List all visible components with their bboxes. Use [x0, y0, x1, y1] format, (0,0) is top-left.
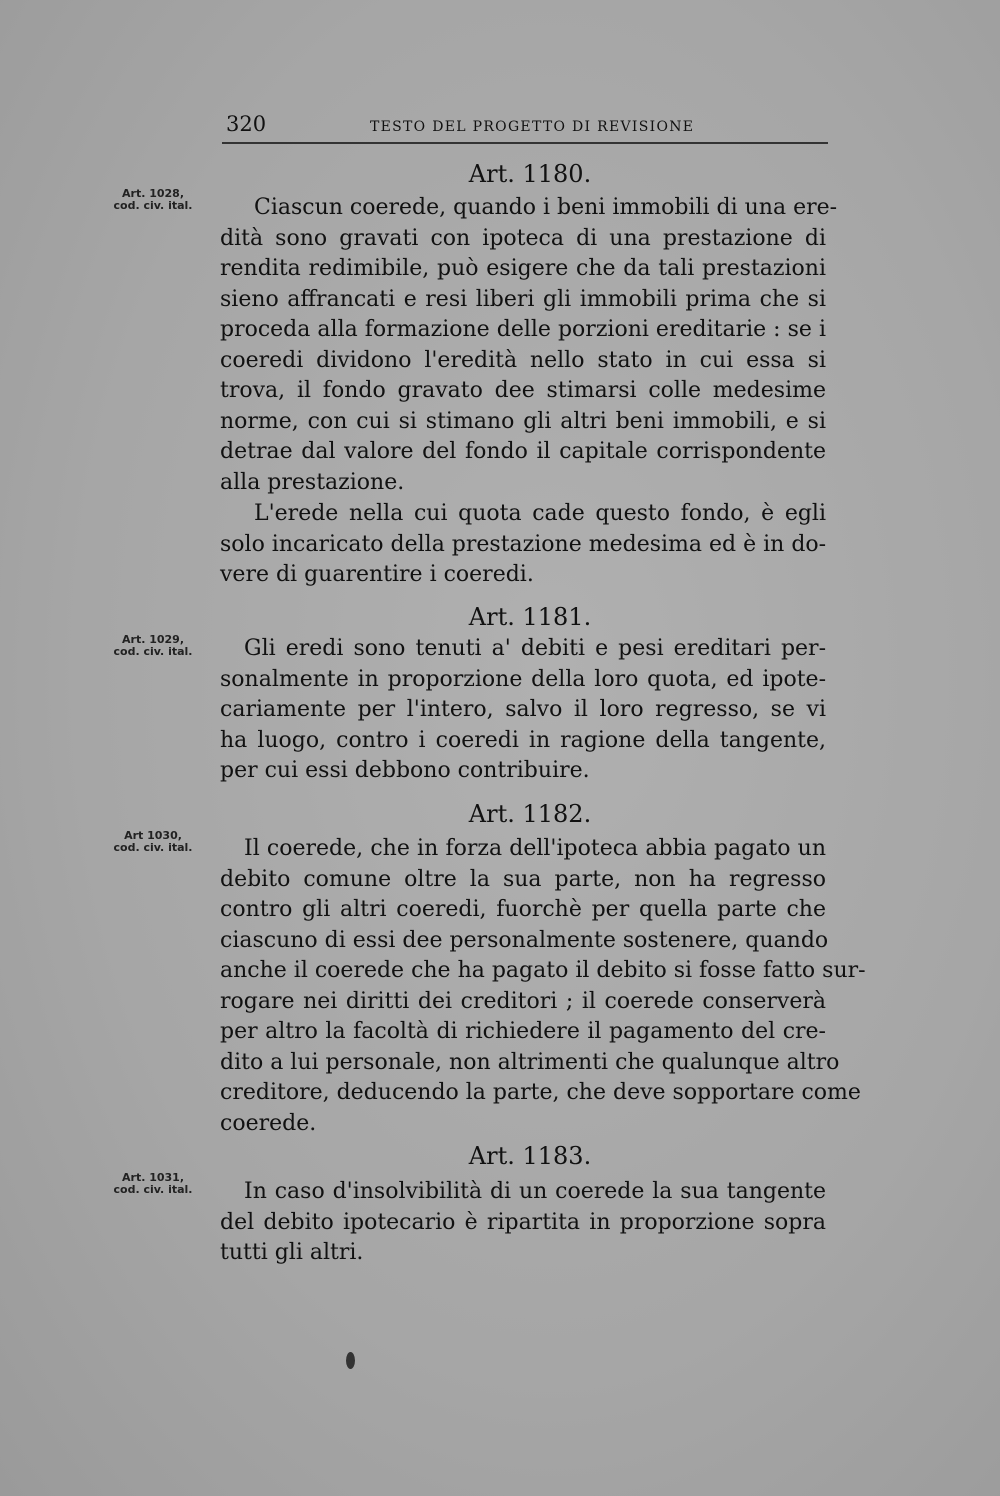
- text-line: ha luogo, contro i coeredi in ragione della tangente,: [220, 727, 826, 753]
- text-line: alla prestazione.: [220, 469, 405, 495]
- article-1182-paragraph-1: [220, 834, 866, 1139]
- article-1180-paragraph-2: [220, 499, 826, 591]
- text-line: solo incaricato della prestazione medesima ed è in do-: [220, 531, 827, 557]
- margin-note-line: Art. 1029,: [122, 633, 184, 646]
- margin-note-1182: [100, 830, 206, 854]
- text-line: Il coerede, che in forza dell'ipoteca abbia pagato un: [244, 836, 826, 861]
- text-line: Ciascun coerede, quando i beni immobili di una ere-: [254, 195, 838, 220]
- text-line: dito a lui personale, non altrimenti che qualunque altro: [220, 1049, 840, 1075]
- running-title: TESTO DEL PROGETTO DI REVISIONE: [370, 119, 695, 135]
- text-line: Gli eredi sono tenuti a' debiti e pesi ereditari per-: [244, 636, 826, 661]
- text-line: vere di guarentire i coeredi.: [220, 562, 534, 587]
- text-line: tutti gli altri.: [220, 1240, 364, 1265]
- margin-note-line: Art. 1028,: [122, 187, 184, 200]
- article-heading-1181: Art. 1181.: [468, 603, 592, 631]
- text-line: anche il coerede che ha pagato il debito si fosse fatto sur-: [220, 958, 866, 983]
- article-1181-paragraph-1: [220, 634, 826, 787]
- text-line: per altro la facoltà di richiedere il pagamento del cre-: [220, 1019, 826, 1044]
- text-line: per cui essi debbono contribuire.: [220, 758, 590, 783]
- text-line: norme, con cui si stimano gli altri beni immobili, e si: [220, 408, 826, 434]
- margin-note-1180: [100, 188, 206, 212]
- margin-note-line: cod. civ. ital.: [113, 645, 193, 658]
- text-line: contro gli altri coeredi, fuorchè per quella parte che: [220, 897, 826, 922]
- text-line: detrae dal valore del fondo il capitale corrispondente: [220, 439, 826, 464]
- text-line: cariamente per l'intero, salvo il loro regresso, se vi: [220, 697, 826, 722]
- margin-note-line: cod. civ. ital.: [113, 1183, 193, 1196]
- margin-note-line: cod. civ. ital.: [113, 841, 193, 854]
- margin-note-line: Art. 1031,: [122, 1171, 184, 1184]
- text-line: In caso d'insolvibilità di un coerede la sua tangente: [244, 1179, 826, 1204]
- text-line: ciascuno di essi dee personalmente sostenere, quando: [220, 927, 829, 953]
- margin-note-line: Art 1030,: [124, 829, 182, 842]
- article-heading-1180: Art. 1180.: [468, 160, 592, 188]
- text-line: rendita redimibile, può esigere che da tali prestazioni: [220, 256, 826, 281]
- text-line: proceda alla formazione delle porzioni ereditarie : se i: [220, 317, 826, 342]
- margin-note-line: cod. civ. ital.: [113, 199, 193, 212]
- article-heading-1182: Art. 1182.: [468, 800, 592, 828]
- text-line: debito comune oltre la sua parte, non ha regresso: [220, 866, 826, 892]
- text-line: trova, il fondo gravato dee stimarsi colle medesime: [220, 378, 826, 403]
- margin-note-1183: [100, 1172, 206, 1196]
- text-line: del debito ipotecario è ripartita in proporzione sopra: [220, 1209, 826, 1235]
- text-line: coeredi dividono l'eredità nello stato in cui essa si: [220, 347, 826, 373]
- text-line: sieno affrancati e resi liberi gli immobili prima che si: [220, 286, 826, 312]
- article-heading-1183: Art. 1183.: [468, 1142, 592, 1170]
- page-header: [222, 112, 828, 144]
- text-line: dità sono gravati con ipoteca di una prestazione di: [220, 225, 826, 251]
- page-number: 320: [226, 112, 267, 136]
- article-1183-paragraph-1: [220, 1177, 826, 1269]
- text-line: creditore, deducendo la parte, che deve sopportare come: [220, 1080, 861, 1105]
- text-line: sonalmente in proporzione della loro quota, ed ipote-: [220, 666, 826, 692]
- ink-speck: [346, 1352, 355, 1369]
- text-line: coerede.: [220, 1110, 317, 1136]
- text-line: rogare nei diritti dei creditori ; il coerede conserverà: [220, 988, 826, 1014]
- margin-note-1181: [100, 634, 206, 658]
- text-line: L'erede nella cui quota cade questo fondo, è egli: [254, 501, 826, 526]
- article-1180-paragraph-1: [220, 193, 838, 498]
